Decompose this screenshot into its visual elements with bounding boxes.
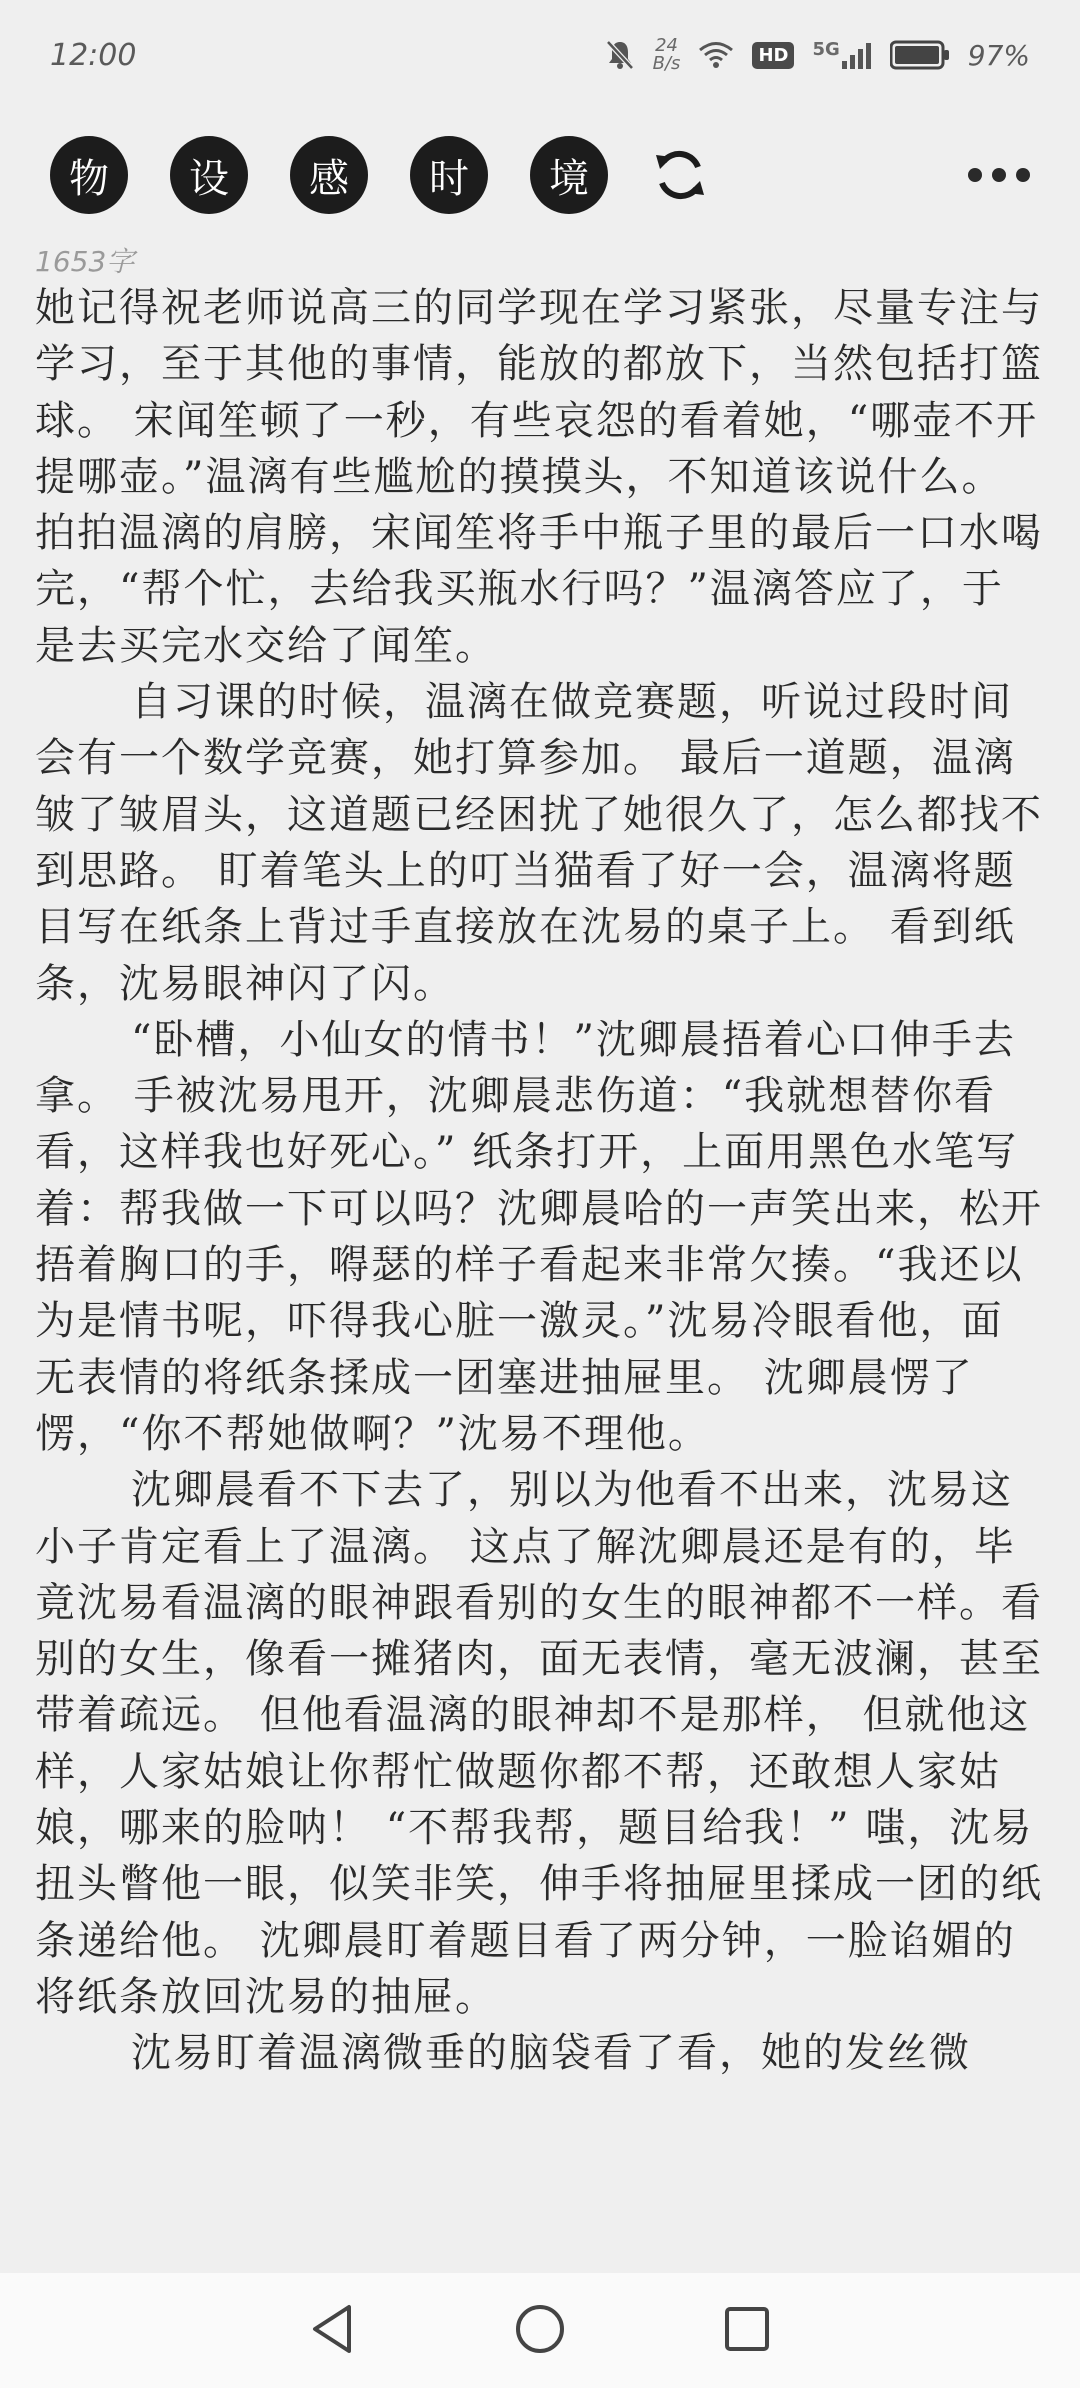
paragraph: 沈易盯着温漓微垂的脑袋看了看，她的发丝微: [131, 2030, 971, 2077]
more-options-icon[interactable]: [968, 168, 1030, 182]
battery-icon: [890, 40, 950, 70]
clock: 12:00: [50, 37, 137, 73]
paragraph: “卧槽，小仙女的情书！”沈卿晨捂着心口伸手去拿。 手被沈易甩开，沈卿晨悲伤道：“我就想替你看看，这样我也好死心。” 纸条打开，上面用黑色水笔写着：帮我做一下可以吗？沈卿晨哈的一声笑出来，松开捂着胸口的手，嘚瑟的样子看起来非常欠揍。“我还以为是情书呢，吓得我心脏一激灵。”沈易冷眼看他，面无表情的将纸条揉成一团塞进抽屉里。 沈卿晨愣了愣，“你不帮她做啊？”沈易不理他。: [35, 1016, 1043, 1457]
paragraph: 她记得祝老师说高三的同学现在学习紧张，尽量专注与学习，至于其他的事情，能放的都放下，当然包括打篮球。 宋闻笙顿了一秒，有些哀怨的看着她，“哪壶不开提哪壶。”温漓有些尴尬的摸摸头，不知道该说什么。拍拍温漓的肩膀，宋闻笙将手中瓶子里的最后一口水喝完，“帮个忙，去给我买瓶水行吗？”温漓答应了，于是去买完水交给了闻笙。: [35, 285, 1043, 669]
toolbar-button-3[interactable]: 感: [290, 136, 368, 214]
paragraph: 自习课的时候，温漓在做竞赛题，听说过段时间会有一个数学竞赛，她打算参加。 最后一道题，温漓皱了皱眉头，这道题已经困扰了她很久了，怎么都找不到思路。 盯着笔头上的叮当猫看了好一会，温漓将题目写在纸条上背过手直接放在沈易的桌子上。 看到纸条，沈易眼神闪了闪。: [35, 679, 1043, 1007]
word-count: 1653字: [35, 245, 135, 278]
back-icon[interactable]: [305, 2301, 361, 2361]
status-icons: [605, 37, 1030, 73]
toolbar-button-1[interactable]: 物: [50, 136, 128, 214]
mute-bell-icon: [605, 39, 635, 71]
battery-percent: 97%: [967, 38, 1030, 72]
cell-signal: 5G: [812, 41, 871, 69]
status-bar: [0, 0, 1080, 110]
signal-bars-icon: [842, 41, 872, 69]
toolbar-button-5[interactable]: 境: [530, 136, 608, 214]
system-nav-bar: [0, 2273, 1080, 2388]
toolbar-button-4[interactable]: 时: [410, 136, 488, 214]
recents-icon[interactable]: [719, 2301, 775, 2361]
network-speed: 24 B/s: [652, 35, 681, 74]
refresh-icon[interactable]: [650, 145, 710, 205]
wifi-icon: [698, 41, 734, 69]
paragraph: 沈卿晨看不下去了，别以为他看不出来，沈易这小子肯定看上了温漓。 这点了解沈卿晨还是有的，毕竟沈易看温漓的眼神跟看别的女生的眼神都不一样。看别的女生，像看一摊猪肉，面无表情，毫无波澜，甚至带着疏远。 但他看温漓的眼神却不是那样， 但就他这样，人家姑娘让你帮忙做题你都不帮，还敢想人家姑娘，哪来的脸呐！ “不帮我帮，题目给我！” 嗤，沈易扭头瞥他一眼，似笑非笑，伸手将抽屉里揉成一团的纸条递给他。 沈卿晨盯着题目看了两分钟，一脸谄媚的将纸条放回沈易的抽屉。: [35, 1467, 1043, 2020]
reader-toolbar: [0, 120, 1080, 230]
toolbar-button-2[interactable]: 设: [170, 136, 248, 214]
hd-badge: HD: [752, 42, 794, 69]
home-icon[interactable]: [512, 2301, 568, 2361]
reader-content: [35, 280, 1045, 2082]
